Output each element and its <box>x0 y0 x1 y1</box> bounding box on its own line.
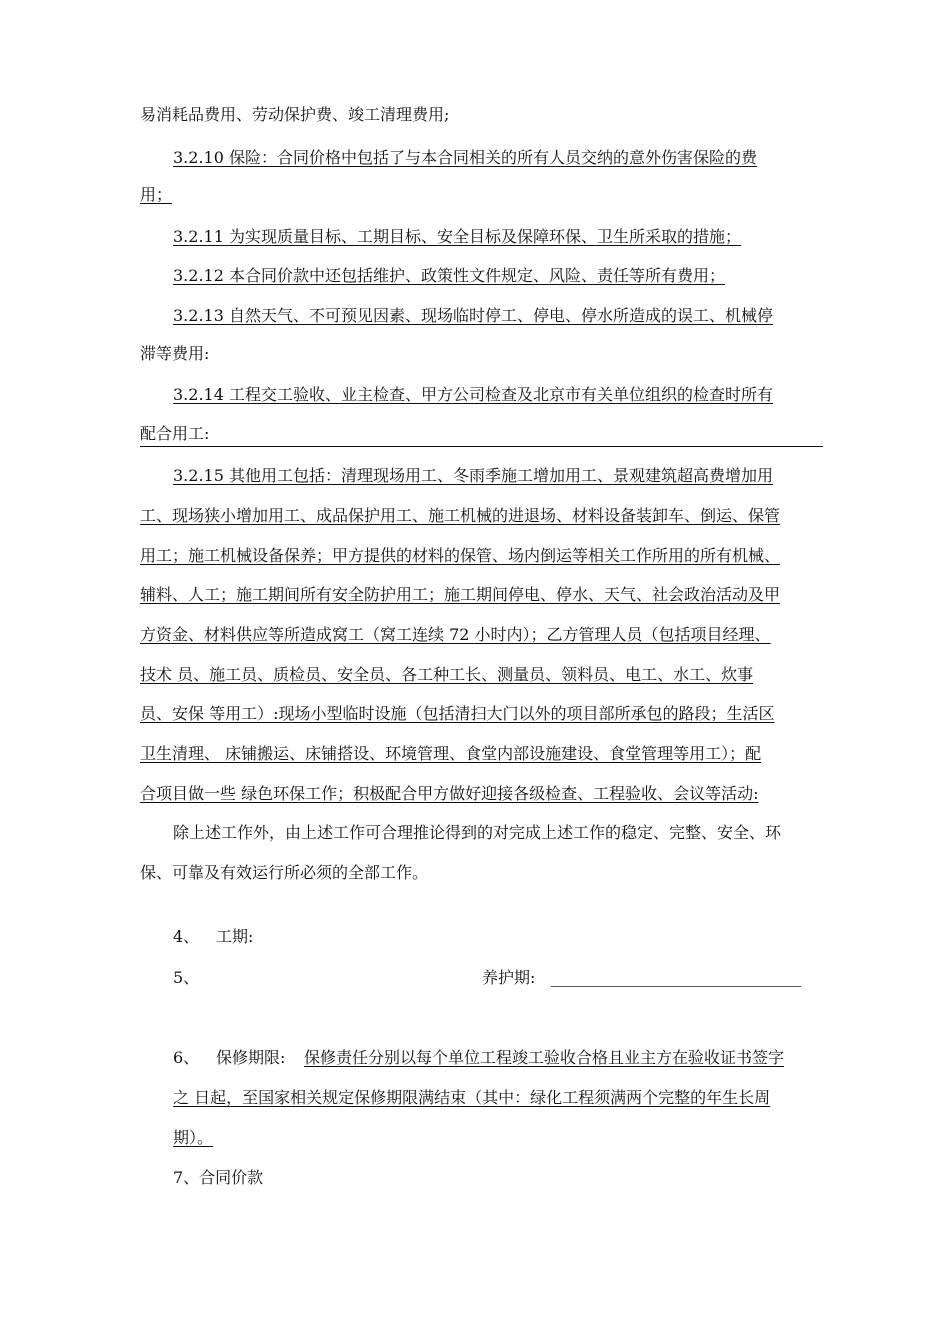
item-6-text-3: 期）。 <box>173 1128 214 1147</box>
paragraph-line: 易消耗品费用、劳动保护费、竣工清理费用; <box>140 105 450 124</box>
item-5-label: 养护期: <box>482 968 536 987</box>
divider-rule <box>140 446 823 447</box>
clause-3-2-11: 3.2.11 为实现质量目标、工期目标、安全目标及保障环保、卫生所采取的措施； <box>173 227 741 246</box>
clause-3-2-15-line-7: 员、安保 等用工）:现场小型临时设施（包括清扫大门以外的项目部所承包的路段；生活区 <box>140 704 775 723</box>
item-4-number: 4、 <box>173 927 200 946</box>
clause-3-2-15: 3.2.15 其他用工包括：清理现场用工、冬雨季施工增加用工、景观建筑超高费增加用 <box>173 466 773 485</box>
item-7-heading: 7、合同价款 <box>173 1168 264 1187</box>
clause-3-2-10: 3.2.10 保险：合同价格中包括了与本合同相关的所有人员交纳的意外伤害保险的费 <box>173 148 757 167</box>
clause-3-2-15-line-5: 方资金、材料供应等所造成窝工（窝工连续 72 小时内）；乙方管理人员（包括项目经理、 <box>140 625 771 644</box>
clause-3-2-15-line-4: 辅料、人工；施工期间所有安全防护用工；施工期间停电、停水、天气、社会政治活动及甲 <box>140 585 781 604</box>
paragraph-line: 除上述工作外，由上述工作可合理推论得到的对完成上述工作的稳定、完整、安全、环 <box>173 823 782 842</box>
item-5-blank-line <box>551 986 801 987</box>
clause-3-2-15-line-9: 合项目做一些 绿色环保工作；积极配合甲方做好迎接各级检查、工程验收、会议等活动: <box>140 784 759 803</box>
clause-3-2-15-line-8: 卫生清理、 床铺搬运、床铺搭设、环境管理、食堂内部设施建设、食堂管理等用工）；配 <box>140 744 762 763</box>
clause-3-2-12: 3.2.12 本合同价款中还包括维护、政策性文件规定、风险、责任等所有费用； <box>173 266 725 285</box>
item-6-label: 保修期限: <box>216 1048 286 1067</box>
paragraph-line: 保、可靠及有效运行所必须的全部工作。 <box>140 863 429 882</box>
item-5-number: 5、 <box>173 968 200 987</box>
item-6-text-1: 保修责任分别以每个单位工程竣工验收合格且业主方在验收证书签字 <box>304 1048 785 1067</box>
clause-3-2-10-cont: 用； <box>140 185 173 204</box>
item-4-label: 工期: <box>216 927 254 946</box>
clause-3-2-14-cont: 配合用工: <box>140 424 210 443</box>
clause-3-2-15-line-2: 工、现场狭小增加用工、成品保护用工、施工机械的进退场、材料设备装卸车、倒运、保管 <box>140 506 781 525</box>
clause-3-2-13-cont: 滞等费用: <box>140 344 210 363</box>
clause-3-2-13: 3.2.13 自然天气、不可预见因素、现场临时停工、停电、停水所造成的误工、机械停 <box>173 306 773 325</box>
item-6-text-2: 之 日起，至国家相关规定保修期限满结束（其中：绿化工程须满两个完整的年生长周 <box>173 1088 771 1107</box>
clause-3-2-15-line-6: 技术 员、施工员、质检员、安全员、各工种工长、测量员、领料员、电工、水工、炊事 <box>140 665 754 684</box>
item-6-number: 6、 <box>173 1048 200 1067</box>
clause-3-2-15-line-3: 用工；施工机械设备保养；甲方提供的材料的保管、场内倒运等相关工作所用的所有机械、 <box>140 546 781 565</box>
clause-3-2-14: 3.2.14 工程交工验收、业主检查、甲方公司检查及北京市有关单位组织的检查时所有 <box>173 385 773 404</box>
